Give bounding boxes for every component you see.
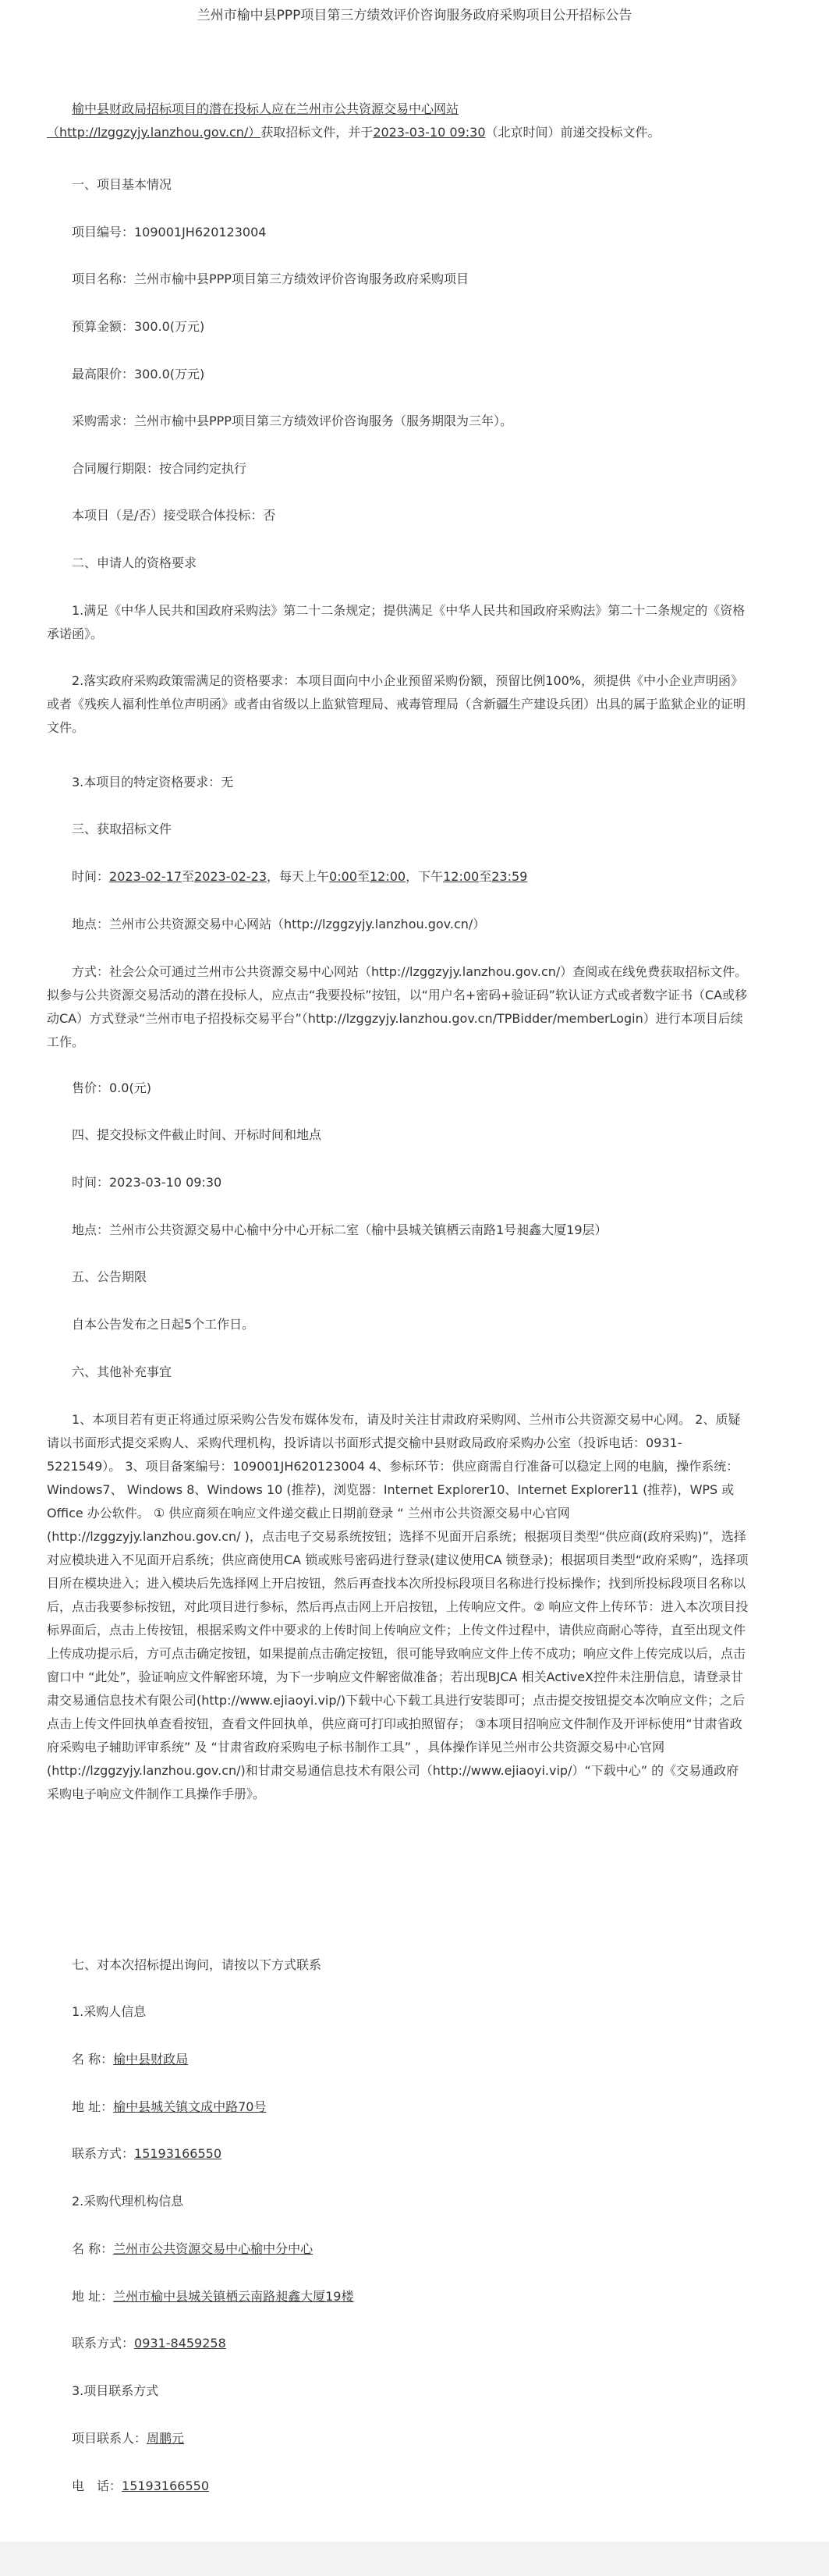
max-price: 最高限价：300.0(万元) [72, 367, 205, 381]
qualification-2: 2.落实政府采购政策需满足的资格要求：本项目面向中小企业预留采购份额，预留比例100%，须提供《中小企业声明函》或者《残疾人福利性单位声明函》或者由省级以上监狱管理局、戒毒管理局（含新疆生产建设兵团）出具的属于监狱企业的证明文件。 [47, 673, 746, 735]
intro-text-f: （北京时间）前递交投标文件。 [485, 125, 661, 140]
document-place: 地点：兰州市公共资源交易中心网站（http://lzggzyjy.lanzhou.gov.cn/） [72, 917, 486, 931]
agency-heading: 2.采购代理机构信息 [72, 2194, 184, 2209]
contact-phone [47, 2475, 749, 2498]
morning-end: 12:00 [369, 869, 406, 884]
purchaser-address [47, 2095, 749, 2119]
qualification-1: 1.满足《中华人民共和国政府采购法》第二十二条规定；提供满足《中华人民共和国政府采购法》第二十二条规定的《资格承诺函》。 [47, 603, 746, 641]
opening-place: 地点：兰州市公共资源交易中心榆中分中心开标二室（榆中县城关镇栖云南路1号昶鑫大厦19层） [72, 1222, 608, 1237]
intro-text-a: 榆中县财政局招标项目的潜在投标人应在 [72, 101, 297, 116]
agency-name-value: 兰州市公共资源交易中心榆中分中心 [113, 2241, 314, 2256]
document-price: 售价：0.0(元) [72, 1080, 151, 1095]
morning-text: ，每天上午 [267, 869, 330, 884]
budget-amount: 预算金额：300.0(万元) [72, 319, 205, 334]
purchaser-contact-label: 联系方式： [72, 2146, 135, 2161]
section-5-heading: 五、公告期限 [72, 1269, 147, 1284]
intro-text-d: 获取招标文件，并于 [260, 125, 374, 140]
agency-address [47, 2285, 749, 2308]
afternoon-text: ，下午 [406, 869, 444, 884]
contact-person [47, 2427, 749, 2450]
consortium-bid: 本项目（是/否）接受联合体投标：否 [72, 508, 276, 523]
contact-heading: 3.项目联系方式 [72, 2383, 159, 2398]
section-6-heading: 六、其他补充事宜 [72, 1364, 172, 1379]
section-1-heading: 一、项目基本情况 [72, 177, 172, 192]
end-date: 2023-02-23 [194, 869, 267, 884]
website-url-link[interactable]: （http://lzggzyjy.lanzhou.gov.cn/） [47, 125, 261, 140]
intro-paragraph [47, 98, 749, 144]
purchaser-name-value: 榆中县财政局 [113, 2052, 189, 2067]
website-link[interactable]: 兰州市公共资源交易中心网站 [296, 101, 459, 116]
purchaser-address-value: 榆中县城关镇文成中路70号 [113, 2099, 267, 2114]
contact-phone-label: 电 话： [72, 2478, 122, 2493]
purchaser-name [47, 2048, 749, 2071]
start-date: 2023-02-17 [109, 869, 182, 884]
section-4-heading: 四、提交投标文件截止时间、开标时间和地点 [72, 1127, 322, 1142]
time-label: 时间： [72, 869, 110, 884]
contact-person-value: 周鹏元 [147, 2431, 185, 2446]
section-3-heading: 三、获取招标文件 [72, 821, 172, 836]
agency-address-value: 兰州市榆中县城关镇栖云南路昶鑫大厦19楼 [113, 2289, 354, 2304]
procurement-requirement: 采购需求：兰州市榆中县PPP项目第三方绩效评价咨询服务（服务期限为三年）。 [72, 413, 512, 428]
purchaser-name-label: 名 称： [72, 2052, 114, 2067]
document-time [47, 865, 749, 889]
contract-period: 合同履行期限：按合同约定执行 [72, 461, 247, 476]
to-text: 至 [182, 869, 195, 884]
to-text-2: 至 [356, 869, 370, 884]
contact-person-label: 项目联系人： [72, 2431, 147, 2446]
to-text-3: 至 [479, 869, 492, 884]
project-name: 项目名称：兰州市榆中县PPP项目第三方绩效评价咨询服务政府采购项目 [72, 271, 469, 286]
purchaser-contact-value: 15193166550 [134, 2146, 221, 2161]
section-7-heading: 七、对本次招标提出询问，请按以下方式联系 [72, 1957, 322, 1972]
purchaser-contact [47, 2142, 749, 2166]
purchaser-heading: 1.采购人信息 [72, 2004, 147, 2019]
agency-address-label: 地 址： [72, 2289, 114, 2304]
afternoon-start: 12:00 [443, 869, 480, 884]
deadline-datetime: 2023-03-10 09:30 [373, 125, 486, 140]
agency-contact [47, 2332, 749, 2355]
purchaser-address-label: 地 址： [72, 2099, 114, 2114]
project-number: 项目编号：109001JH620123004 [72, 225, 267, 240]
section-2-heading: 二、申请人的资格要求 [72, 555, 197, 570]
submission-deadline: 时间：2023-03-10 09:30 [72, 1175, 222, 1190]
qualification-3: 3.本项目的特定资格要求：无 [72, 775, 234, 789]
contact-phone-value: 15193166550 [122, 2478, 209, 2493]
page-title: 兰州市榆中县PPP项目第三方绩效评价咨询服务政府采购项目公开招标公告 [197, 8, 632, 23]
afternoon-end: 23:59 [491, 869, 528, 884]
agency-name [47, 2237, 749, 2261]
announcement-period: 自本公告发布之日起5个工作日。 [72, 1317, 255, 1332]
document-method: 方式：社会公众可通过兰州市公共资源交易中心网站（http://lzggzyjy.lanzhou.gov.cn/）查阅或在线免费获取招标文件。拟参与公共资源交易活动的潜在投标人，应点击“我要投标”按钮，以“用户名+密码+验证码”软认证方式或者数字证书（CA或移动CA）方式登录“兰州市电子招投标交易平台”（http://lzggzyjy.lanzhou.gov.cn/TPBidder/memberLogin）进行本项目后续工作。 [47, 964, 748, 1049]
other-matters: 1、本项目若有更正将通过原采购公告发布媒体发布，请及时关注甘肃政府采购网、兰州市公共资源交易中心网。 2、质疑请以书面形式提交采购人、采购代理机构，投诉请以书面形式提交榆中县财政局政府采购办公室（投诉电话：0931-5221549）。 3、项目备案编号：109001JH620123004 4、参标环节：供应商需自行准备可以稳定上网的电脑，操作系统：Windows7、 Windows 8、Windows 10 (推荐)，浏览器：Internet Explorer10、Internet Explorer11 (推荐)，WPS 或Office 办公软件。 ① 供应商须在响应文件递交截止日期前登录 “ 兰州市公共资源交易中心官网(http://lzggzyjy.lanzhou.gov.cn/ )，点击电子交易系统按钮；选择不见面开启系统；根据项目类型“供应商(政府采购)”，选择对应模块进入不见面开启系统；供应商使用CA 锁或账号密码进行登录(建议使用CA 锁登录)；根据项目类型“政府采购”，选择项目所在模块进入；进入模块后先选择网上开启按钮，然后再查找本次所投标段项目名称进行投标操作；找到所投标段项目名称以后，点击我要参标按钮，对此项目进行参标，然后再点击网上开启按钮，上传响应文件。② 响应文件上传环节：进入本次项目投标界面后，点击上传按钮，根据采购文件中要求的上传时间上传响应文件；上传文件过程中，请供应商耐心等待，直至出现文件上传成功提示后，方可点击确定按钮，如果提前点击确定按钮，很可能导致响应文件上传不成功；响应文件上传完成以后，点击窗口中 “此处”，验证响应文件解密环境，为下一步响应文件解密做准备；若出现BJCA 相关ActiveX控件未注册信息，请登录甘肃交易通信息技术有限公司(http://www.ejiaoyi.vip/)下载中心下载工具进行安装即可；点击提交按钮提交本次响应文件；之后点击上传文件回执单查看按钮，查看文件回执单，供应商可打印或拍照留存； ③本项目招响应文件制作及开评标使用“甘肃省政府采购电子辅助评审系统” 及 “甘肃省政府采购电子标书制作工具” ，具体操作详见兰州市公共资源交易中心官网(http://lzggzyjy.lanzhou.gov.cn/)和甘肃交易通信息技术有限公司（http://www.ejiaoyi.vip/）“下载中心” 的《交易通政府采购电子响应文件制作工具操作手册》。 [47, 1412, 749, 1801]
morning-start: 0:00 [329, 869, 357, 884]
bottom-bar [0, 2542, 829, 2576]
agency-contact-value: 0931-8459258 [134, 2336, 226, 2351]
agency-name-label: 名 称： [72, 2241, 114, 2256]
agency-contact-label: 联系方式： [72, 2336, 135, 2351]
